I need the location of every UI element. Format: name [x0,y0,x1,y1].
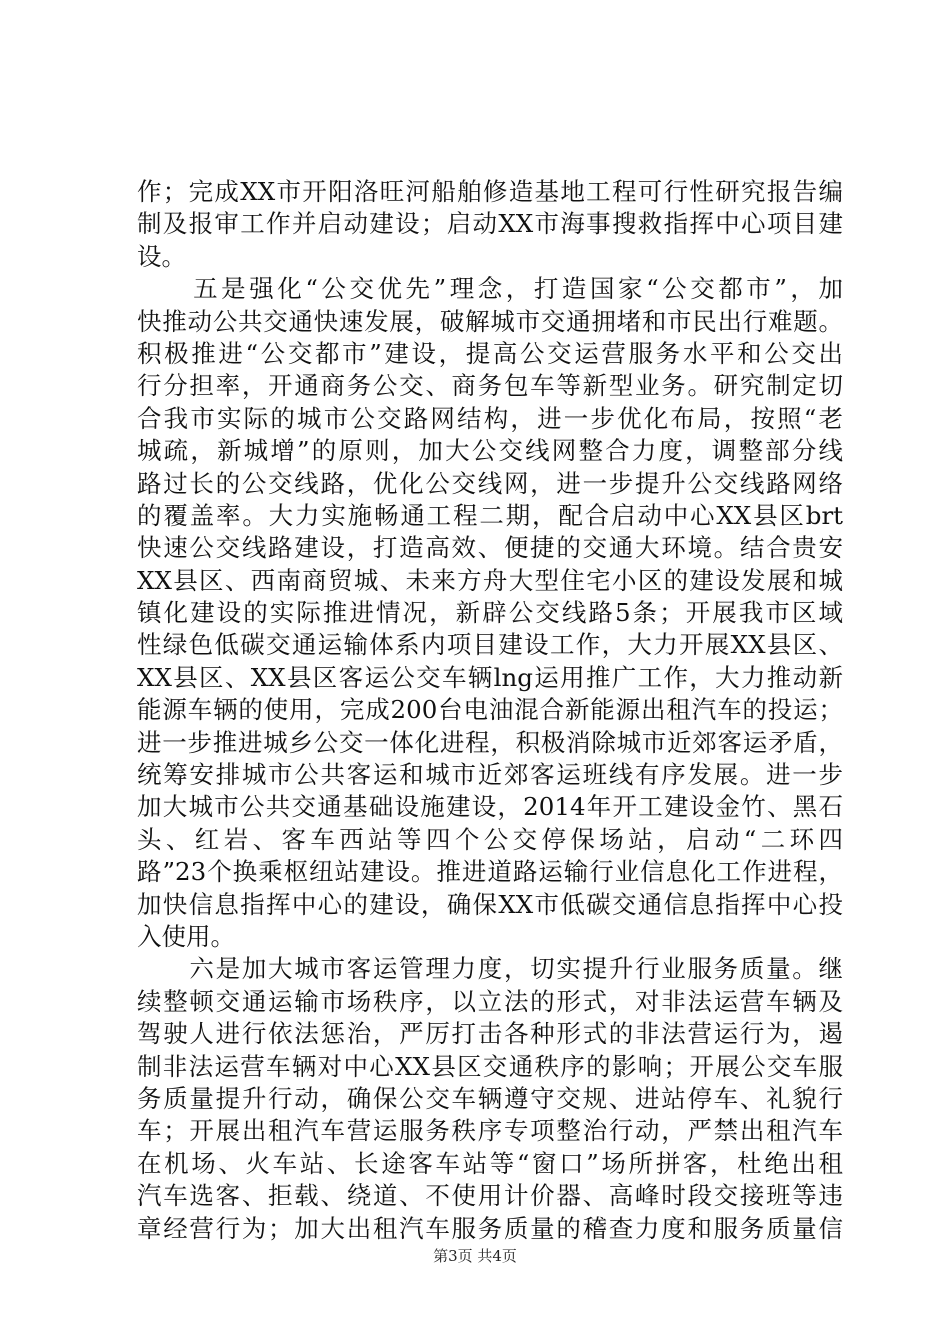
text-line: XX县区、西南商贸城、未来方舟大型住宅小区的建设发展和城 [137,565,843,595]
text-line: 镇化建设的实际推进情况，新辟公交线路5条；开展我市区域 [137,598,843,628]
text-line: 加大城市公共交通基础设施建设，2014年开工建设金竹、黑石 [137,792,843,822]
text-line: 能源车辆的使用，完成200台电油混合新能源出租汽车的投运； [137,695,843,725]
text-line: 进一步推进城乡公交一体化进程，积极消除城市近郊客运矛盾， [137,727,843,757]
text-line: 务质量提升行动，确保公交车辆遵守交规、进站停车、礼貌行 [137,1083,843,1113]
text-line: 制非法运营车辆对中心XX县区交通秩序的影响；开展公交车服 [137,1051,843,1081]
body-text [137,176,843,1245]
text-line: 作；完成XX市开阳洛旺河船舶修造基地工程可行性研究报告编 [137,177,843,206]
text-line: 头、红岩、客车西站等四个公交停保场站，启动“二环四 [137,824,843,854]
text-line: 制及报审工作并启动建设；启动XX市海事搜救指挥中心项目建 [137,209,843,239]
text-line: 行分担率，开通商务公交、商务包车等新型业务。研究制定切 [137,371,843,401]
text-line: 加快信息指挥中心的建设，确保XX市低碳交通信息指挥中心投 [137,889,843,919]
text-line: 设。 [137,241,186,271]
text-line: 路”23个换乘枢纽站建设。推进道路运输行业信息化工作进程， [137,857,843,887]
page-number: 第3页 共4页 [433,1247,517,1265]
text-line: 驾驶人进行依法惩治，严厉打击各种形式的非法营运行为，遏 [137,1019,843,1049]
text-line: 汽车选客、拒载、绕道、不使用计价器、高峰时段交接班等违 [137,1181,843,1211]
text-line: 的覆盖率。大力实施畅通工程二期，配合启动中心XX县区brt [137,500,843,530]
text-line: 在机场、火车站、长途客车站等“窗口”场所拼客，杜绝出租 [137,1148,843,1178]
text-line: 入使用。 [137,921,235,951]
text-line: 合我市实际的城市公交路网结构，进一步优化布局，按照“老 [137,403,843,433]
text-line: 积极推进“公交都市”建设，提高公交运营服务水平和公交出 [137,338,843,368]
text-line: 快速公交线路建设，打造高效、便捷的交通大环境。结合贵安 [137,533,843,563]
text-line: 车；开展出租汽车营运服务秩序专项整治行动，严禁出租汽车 [137,1116,843,1146]
text-line: 路过长的公交线路，优化公交线网，进一步提升公交线路网络 [137,468,843,498]
text-line: 五是强化“公交优先”理念，打造国家“公交都市”，加 [137,274,843,304]
text-line: 快推动公共交通快速发展，破解城市交通拥堵和市民出行难题。 [137,306,843,336]
text-line: 城疏，新城增”的原则，加大公交线网整合力度，调整部分线 [137,436,843,466]
text-line: 性绿色低碳交通运输体系内项目建设工作，大力开展XX县区、 [137,630,843,660]
text-line: 章经营行为；加大出租汽车服务质量的稽查力度和服务质量信 [137,1213,843,1243]
text-line: 六是加大城市客运管理力度，切实提升行业服务质量。继 [137,954,843,984]
text-line: 续整顿交通运输市场秩序，以立法的形式，对非法运营车辆及 [137,986,843,1016]
text-line: 统筹安排城市公共客运和城市近郊客运班线有序发展。进一步 [137,760,843,790]
text-line: XX县区、XX县区客运公交车辆lng运用推广工作，大力推动新 [137,662,843,692]
